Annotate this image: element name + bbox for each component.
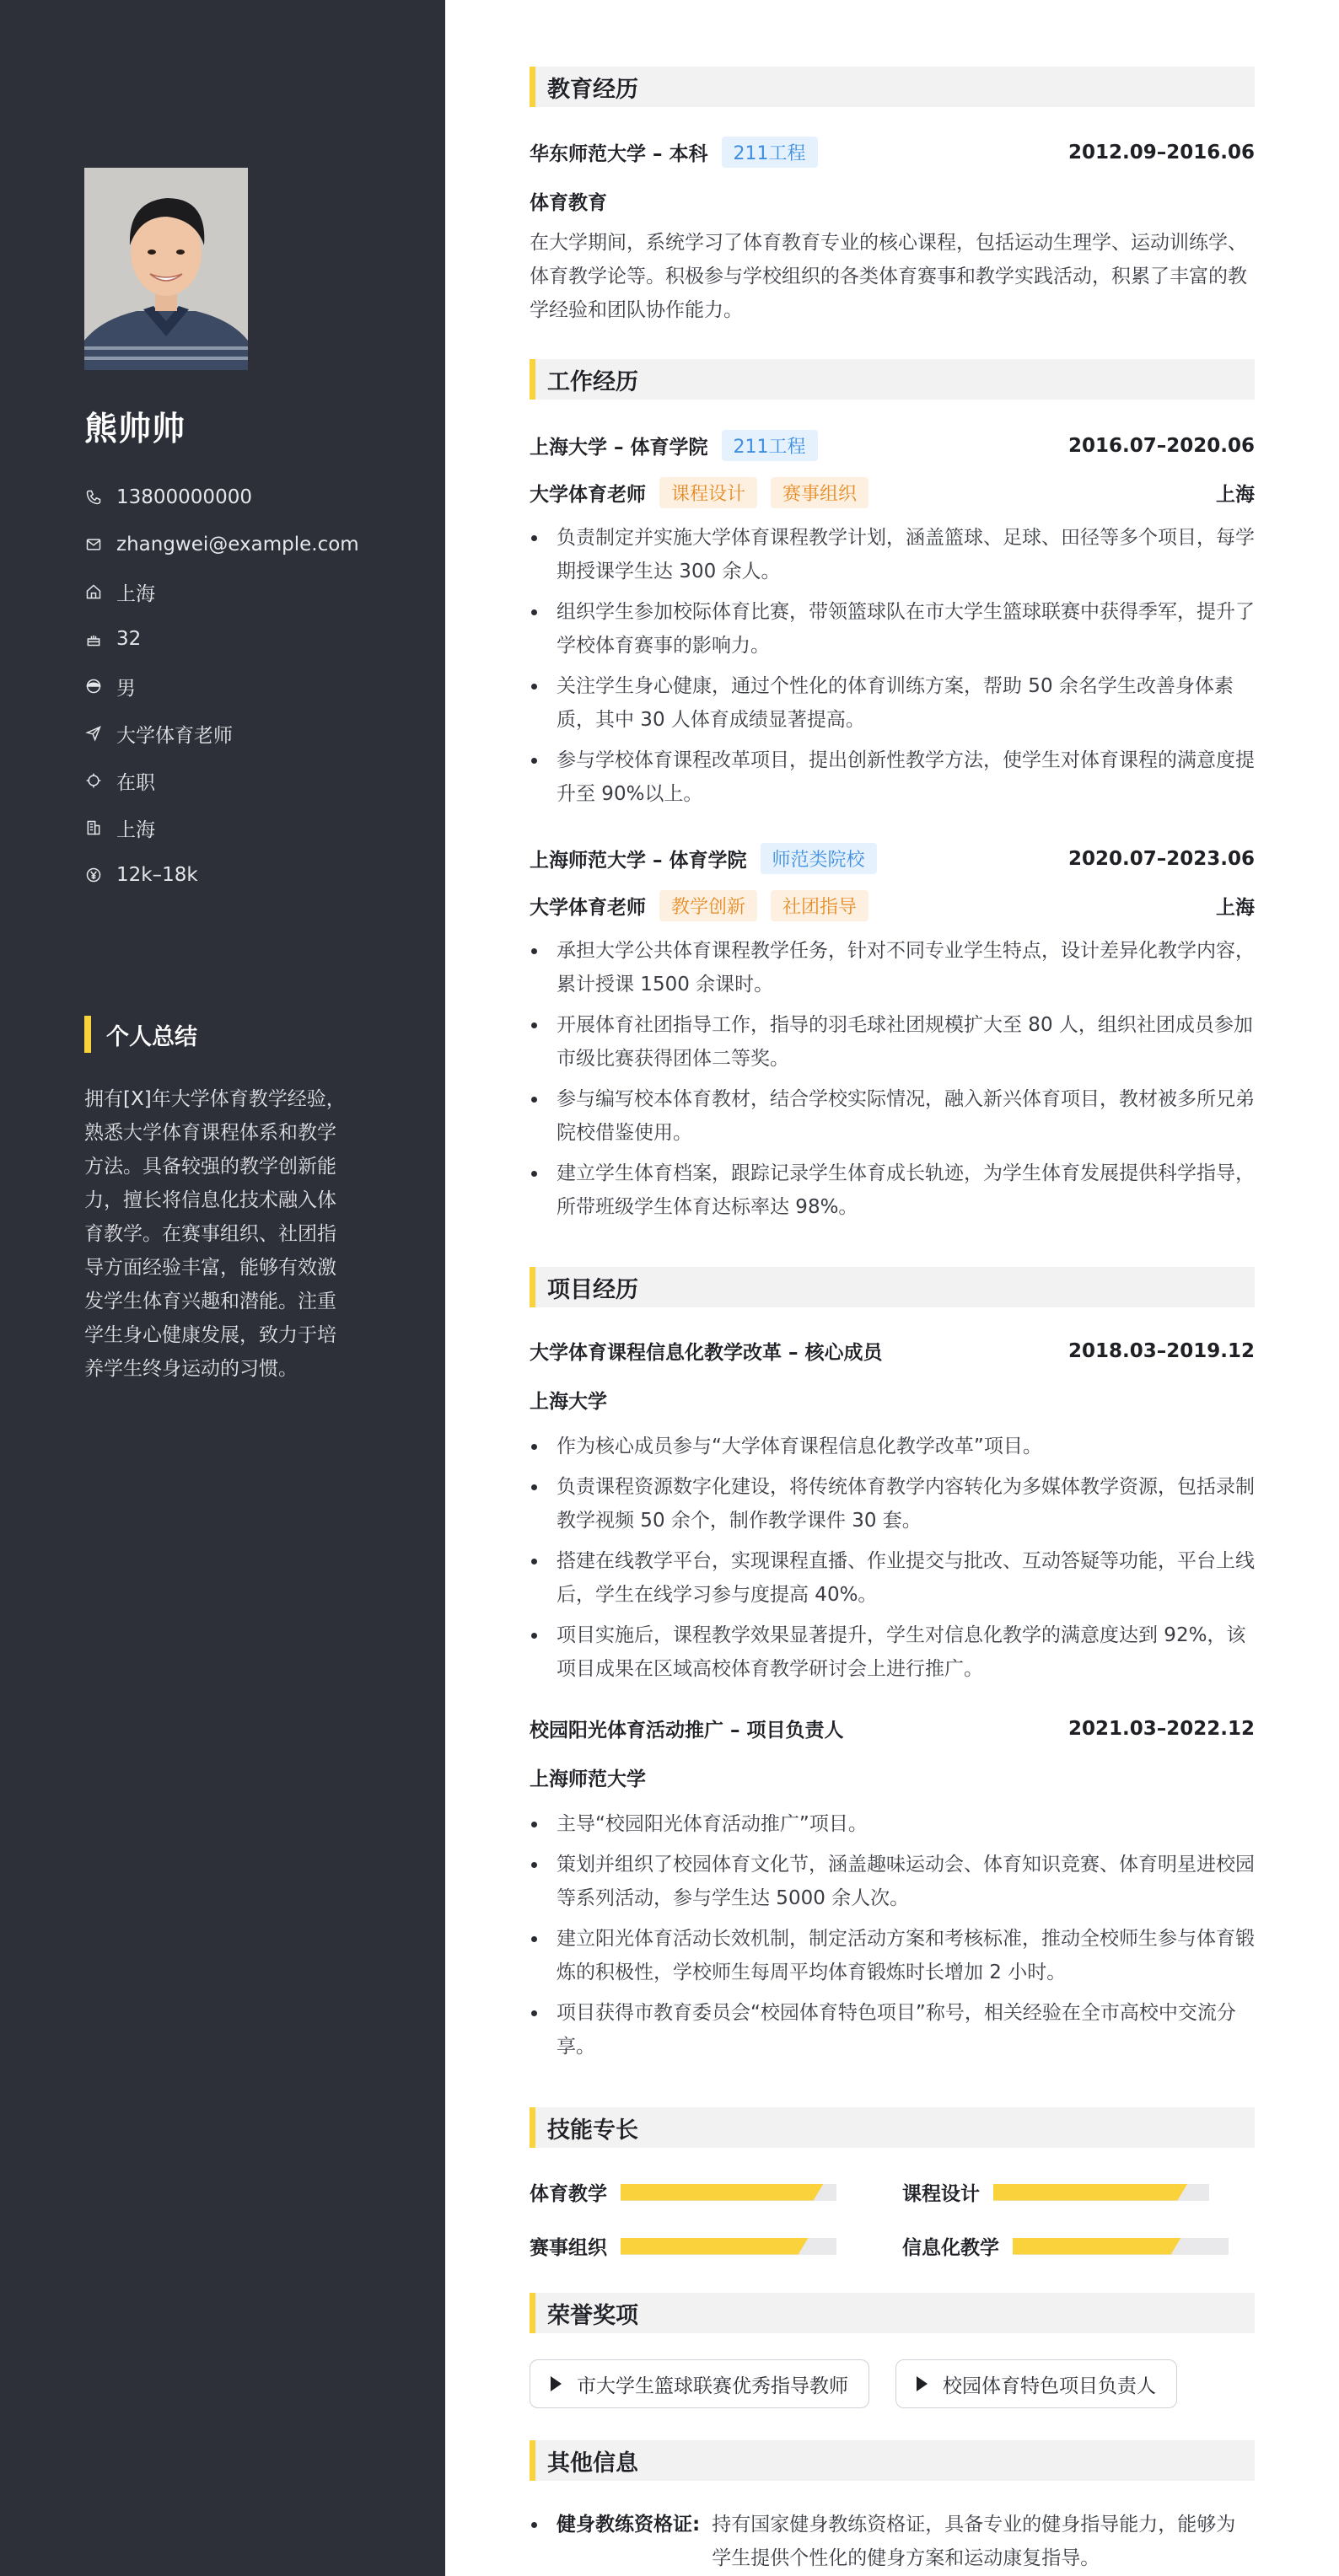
skill-bar-fill [621, 2238, 809, 2255]
job-city: 上海 [1216, 897, 1255, 919]
award-label: 市大学生篮球联赛优秀指导教师 [577, 2375, 848, 2397]
contact-gender [84, 663, 359, 710]
skill-bar [993, 2184, 1209, 2201]
project-bullets [530, 1807, 1255, 2070]
education-tag: 211工程 [722, 137, 818, 168]
education-major: 体育教育 [530, 192, 607, 214]
mail-icon [84, 535, 103, 554]
contact-city [84, 804, 359, 851]
project-name: 大学体育课程信息化教学改革 – 核心成员 [530, 1342, 883, 1364]
contact-position [84, 710, 359, 757]
other-info-value: 持有国家健身教练资格证，具备专业的健身指导能力，能够为学生提供个性化的健身方案和运动康复指导。 [712, 2514, 1236, 2569]
avatar-illustration [84, 168, 248, 370]
list-item: 负责制定并实施大学体育课程教学计划，涵盖篮球、足球、田径等多个项目，每学期授课学生达 300 余人。 [530, 521, 1255, 588]
job-role: 大学体育老师 [530, 897, 646, 919]
contact-position-text: 大学体育老师 [116, 724, 233, 747]
education-header [530, 137, 1255, 168]
cake-icon [84, 630, 103, 648]
contact-city-text: 上海 [116, 818, 155, 841]
project-period: 2018.03–2019.12 [1067, 1339, 1255, 1362]
job-city: 上海 [1216, 484, 1255, 506]
job-org: 上海大学 – 体育学院 [530, 437, 708, 459]
job-org-tag: 211工程 [722, 430, 818, 461]
project-org: 上海师范大学 [530, 1768, 646, 1790]
skill-bar-fill [621, 2184, 824, 2201]
contact-email [84, 521, 359, 568]
list-item: 作为核心成员参与“大学体育课程信息化教学改革”项目。 [530, 1430, 1255, 1463]
skill-bar [1013, 2238, 1229, 2255]
gender-icon [84, 677, 103, 695]
project-bullets [530, 1430, 1255, 1693]
list-item: 项目实施后，课程教学效果显著提升，学生对信息化教学的满意度达到 92%，该项目成果在区域高校体育教学研讨会上进行推广。 [530, 1618, 1255, 1686]
contact-phone-text: 13800000000 [116, 486, 252, 508]
contact-home [84, 568, 359, 615]
job-bullets [530, 934, 1255, 1231]
list-item: 承担大学公共体育课程教学任务，针对不同专业学生特点，设计差异化教学内容，累计授课 1500 余课时。 [530, 934, 1255, 1001]
home-icon [84, 582, 103, 601]
bullet-dot [530, 2508, 557, 2575]
phone-icon [84, 488, 103, 507]
sidebar [0, 0, 445, 2576]
job-role-tag: 教学创新 [659, 890, 757, 921]
job-role-row [530, 477, 1255, 508]
list-item: 关注学生身心健康，通过个性化的体育训练方案，帮助 50 余名学生改善身体素质，其中 30 人体育成绩显著提高。 [530, 669, 1255, 737]
award-badge [530, 2359, 869, 2408]
project-name: 校园阳光体育活动推广 – 项目负责人 [530, 1720, 844, 1741]
skills-section-title: 技能专长 [530, 2107, 1255, 2148]
list-item: 负责课程资源数字化建设，将传统体育教学内容转化为多媒体教学资源，包括录制教学视频 50 余个，制作教学课件 30 套。 [530, 1470, 1255, 1538]
skill-name: 体育教学 [530, 2183, 607, 2205]
other-section-title: 其他信息 [530, 2440, 1255, 2481]
list-item: 主导“校园阳光体育活动推广”项目。 [530, 1807, 1255, 1841]
contact-email-text: zhangwei@example.com [116, 534, 359, 555]
list-item: 搭建在线教学平台，实现课程直播、作业提交与批改、互动答疑等功能，平台上线后，学生在线学习参与度提高 40%。 [530, 1544, 1255, 1612]
skill-bar [621, 2238, 836, 2255]
yuan-icon [84, 866, 103, 884]
list-item: 开展体育社团指导工作，指导的羽毛球社团规模扩大至 80 人，组织社团成员参加市级比赛获得团体二等奖。 [530, 1008, 1255, 1076]
list-item: 参与编写校本体育教材，结合学校实际情况，融入新兴体育项目，教材被多所兄弟院校借鉴使用。 [530, 1082, 1255, 1150]
job-role-tag: 课程设计 [659, 477, 757, 508]
profile-name: 熊帅帅 [84, 411, 186, 448]
education-description: 在大学期间，系统学习了体育教育专业的核心课程，包括运动生理学、运动训练学、体育教学论等。积极参与学校组织的各类体育赛事和教学实践活动，积累了丰富的教学经验和团队协作能力。 [530, 232, 1247, 321]
skill-item [530, 2232, 836, 2260]
contact-home-text: 上海 [116, 582, 155, 605]
summary-text: 拥有[X]年大学体育教学经验，熟悉大学体育课程体系和教学方法。具备较强的教学创新能力，擅长将信息化技术融入体育教学。在赛事组织、社团指导方面经验丰富，能够有效激发学生体育兴趣和潜能。注重学生身心健康发展，致力于培养学生终身运动的习惯。 [84, 1088, 346, 1380]
contact-salary [84, 851, 359, 899]
education-section-title: 教育经历 [530, 67, 1255, 107]
contact-age [84, 615, 359, 663]
projects-section-title: 项目经历 [530, 1267, 1255, 1307]
building-icon [84, 818, 103, 837]
other-info-key: 健身教练资格证: [557, 2514, 701, 2536]
skill-name: 信息化教学 [902, 2237, 999, 2259]
list-item: 策划并组织了校园体育文化节，涵盖趣味运动会、体育知识竞赛、体育明星进校园等系列活动，参与学生达 5000 余人次。 [530, 1848, 1255, 1915]
project-org: 上海大学 [530, 1391, 607, 1413]
job-role: 大学体育老师 [530, 484, 646, 506]
play-triangle-icon [917, 2376, 928, 2391]
skill-bar-fill [993, 2184, 1187, 2201]
list-item: 组织学生参加校际体育比赛，带领篮球队在市大学生篮球联赛中获得季军，提升了学校体育赛事的影响力。 [530, 595, 1255, 663]
job-period: 2020.07–2023.06 [1067, 847, 1255, 870]
status-icon [84, 771, 103, 790]
job-period: 2016.07–2020.06 [1067, 434, 1255, 457]
other-info-item [530, 2508, 1255, 2575]
skill-item [902, 2178, 1209, 2206]
summary-title: 个人总结 [84, 1016, 197, 1053]
job-bullets [530, 521, 1255, 818]
job-role-row [530, 890, 1255, 921]
job-role-tag: 赛事组织 [771, 477, 868, 508]
job-org-tag: 师范类院校 [761, 843, 877, 874]
list-item: 参与学校体育课程改革项目，提出创新性教学方法，使学生对体育课程的满意度提升至 90%以上。 [530, 743, 1255, 811]
send-icon [84, 724, 103, 743]
work-section-title: 工作经历 [530, 359, 1255, 400]
skill-item [530, 2178, 836, 2206]
skill-bar [621, 2184, 836, 2201]
list-item: 建立学生体育档案，跟踪记录学生体育成长轨迹，为学生体育发展提供科学指导，所带班级学生体育达标率达 98%。 [530, 1157, 1255, 1224]
project-period: 2021.03–2022.12 [1067, 1717, 1255, 1740]
list-item: 建立阳光体育活动长效机制，制定活动方案和考核标准，推动全校师生参与体育锻炼的积极性，学校师生每周平均体育锻炼时长增加 2 小时。 [530, 1922, 1255, 1989]
skill-item [902, 2232, 1229, 2260]
list-item: 项目获得市教育委员会“校园体育特色项目”称号，相关经验在全市高校中交流分享。 [530, 1996, 1255, 2063]
contact-status [84, 757, 359, 804]
job-header [530, 843, 1255, 874]
contact-phone [84, 474, 359, 521]
job-role-tag: 社团指导 [771, 890, 868, 921]
skill-name: 赛事组织 [530, 2237, 607, 2259]
play-triangle-icon [551, 2376, 562, 2391]
contact-age-text: 32 [116, 628, 142, 650]
skill-bar-fill [1013, 2238, 1181, 2255]
award-label: 校园体育特色项目负责人 [943, 2375, 1156, 2397]
project-header [530, 1715, 1255, 1742]
contact-list [84, 474, 359, 899]
education-period: 2012.09–2016.06 [1067, 141, 1255, 164]
contact-status-text: 在职 [116, 771, 155, 794]
profile-photo [84, 168, 248, 370]
contact-gender-text: 男 [116, 677, 136, 700]
project-header [530, 1337, 1255, 1365]
skill-name: 课程设计 [902, 2183, 980, 2205]
job-org: 上海师范大学 – 体育学院 [530, 850, 747, 872]
contact-salary-text: 12k–18k [116, 864, 198, 886]
award-badge [895, 2359, 1177, 2408]
education-school: 华东师范大学 – 本科 [530, 143, 708, 165]
awards-section-title: 荣誉奖项 [530, 2293, 1255, 2333]
job-header [530, 430, 1255, 461]
